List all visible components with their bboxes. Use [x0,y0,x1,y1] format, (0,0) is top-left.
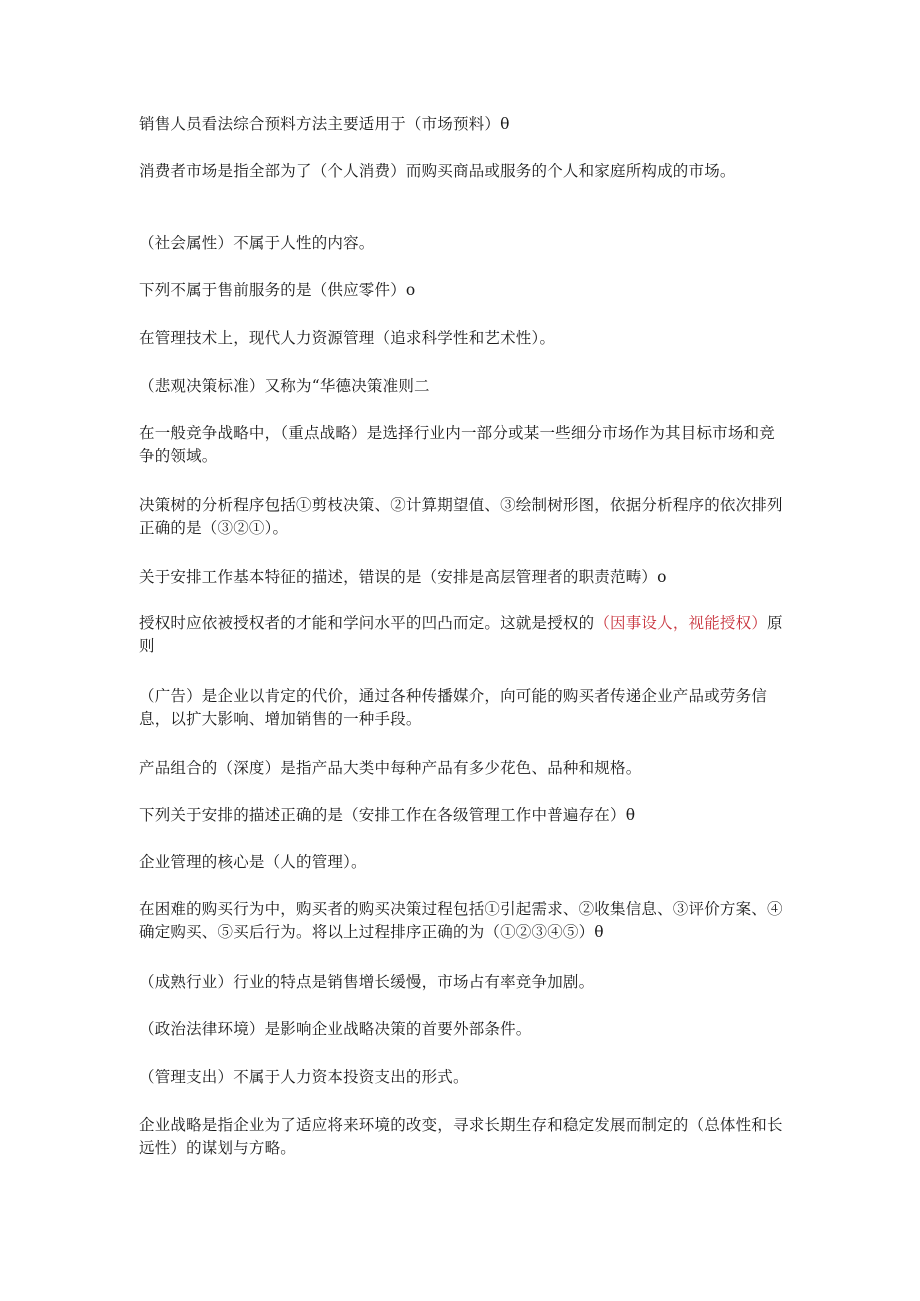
paragraph: （管理支出）不属于人力资本投资支出的形式。 [139,1068,469,1086]
paragraph: （社会属性）不属于人性的内容。 [139,234,375,252]
paragraph: 企业战略是指企业为了适应将来环境的改变，寻求长期生存和稳定发展而制定的（总体性和长远性）的谋划与方略。 [139,1116,783,1157]
paragraph: 消费者市场是指全部为了（个人消费）而购买商品或服务的个人和家庭所构成的市场。 [139,162,736,180]
highlighted-answer: （因事设人，视能授权） [594,614,768,632]
paragraph: 决策树的分析程序包括①剪枝决策、②计算期望值、③绘制树形图，依据分析程序的依次排列正确的是（③②①）。 [139,496,783,537]
paragraph-with-highlight [139,612,789,658]
paragraph: （广告）是企业以肯定的代价，通过各种传播媒介，向可能的购买者传递企业产品或劳务信息，以扩大影响、增加销售的一种手段。 [139,687,768,728]
paragraph: 产品组合的（深度）是指产品大类中每种产品有多少花色、品种和规格。 [139,759,642,777]
paragraph: 下列不属于售前服务的是（供应零件）o [139,281,416,299]
paragraph: （成熟行业）行业的特点是销售增长缓慢，市场占有率竞争加剧。 [139,973,595,991]
paragraph: （悲观决策标准）又称为“华德决策准则二 [139,377,430,395]
paragraph: 在一般竞争战略中，（重点战略）是选择行业内一部分或某一些细分市场作为其目标市场和竞争的领域。 [139,424,775,465]
paragraph: 关于安排工作基本特征的描述，错误的是（安排是高层管理者的职责范畴）o [139,568,667,586]
paragraph: 销售人员看法综合预料方法主要适用于（市场预料）θ [139,115,510,133]
paragraph-text-after: 原则 [139,614,783,655]
paragraph: 企业管理的核心是（人的管理）。 [139,853,367,871]
paragraph: 在困难的购买行为中，购买者的购买决策过程包括①引起需求、②收集信息、③评价方案、④确定购买、⑤买后行为。将以上过程排序正确的为（①②③④⑤）θ [139,900,783,941]
paragraph: 在管理技术上，现代人力资源管理（追求科学性和艺术性）。 [139,329,556,347]
paragraph: 下列关于安排的描述正确的是（安排工作在各级管理工作中普遍存在）θ [139,806,636,824]
paragraph: （政治法律环境）是影响企业战略决策的首要外部条件。 [139,1020,532,1038]
paragraph-text-before: 授权时应依被授权者的才能和学问水平的凹凸而定。这就是授权的 [139,614,595,632]
